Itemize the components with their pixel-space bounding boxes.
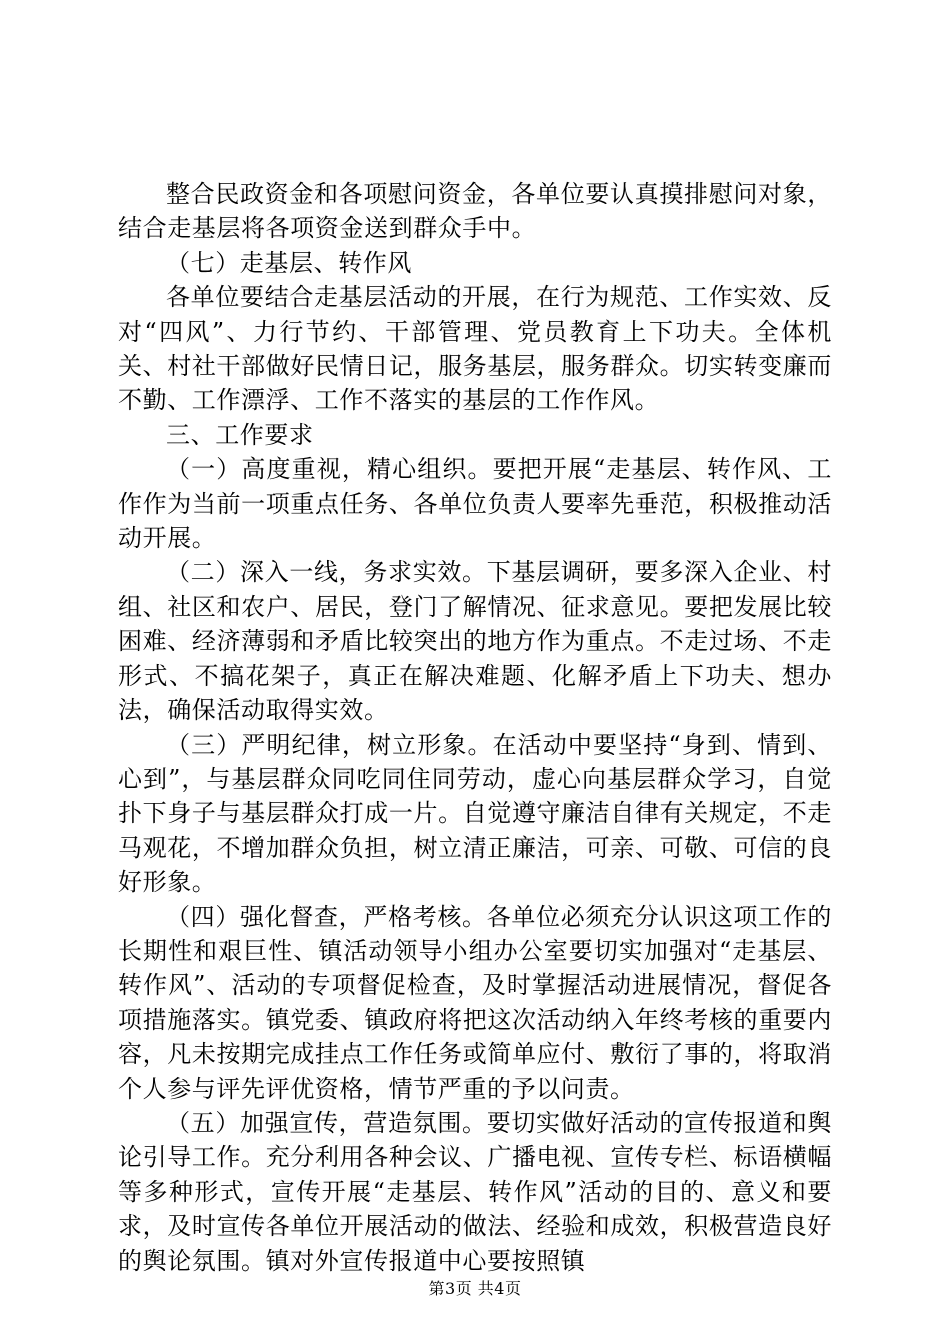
requirement-item-5: （五）加强宣传，营造氛围。要切实做好活动的宣传报道和舆论引导工作。充分利用各种会议、广播电视、宣传专栏、标语横幅等多种形式，宣传开展“走基层、转作风”活动的目的、意义和要求，及时宣传各单位开展活动的做法、经验和成效，积极营造良好的舆论氛围。镇对外宣传报道中心要按照镇 [118,1108,832,1275]
document-body [118,177,832,1278]
paragraph-funds: 整合民政资金和各项慰问资金，各单位要认真摸排慰问对象，结合走基层将各项资金送到群众手中。 [118,180,832,243]
requirement-item-3: （三）严明纪律，树立形象。在活动中要坚持“身到、情到、心到”，与基层群众同吃同住同劳动，虚心向基层群众学习，自觉扑下身子与基层群众打成一片。自觉遵守廉洁自律有关规定，不走马观花，不增加群众负担，树立清正廉洁，可亲、可敬、可信的良好形象。 [118,730,832,897]
requirement-item-4: （四）强化督查，严格考核。各单位必须充分认识这项工作的长期性和艰巨性、镇活动领导小组办公室要切实加强对“走基层、转作风”、活动的专项督促检查，及时掌握活动进展情况，督促各项措施落实。镇党委、镇政府将把这次活动纳入年终考核的重要内容，凡未按期完成挂点工作任务或简单应付、敷衍了事的，将取消个人参与评先评优资格，情节严重的予以问责。 [118,902,832,1103]
subheading-seven: （七）走基层、转作风 [166,248,412,277]
paragraph-work-style: 各单位要结合走基层活动的开展，在行为规范、工作实效、反对“四风”、力行节约、干部管理、党员教育上下功夫。全体机关、村社干部做好民情日记，服务基层，服务群众。切实转变廉而不勤、工作漂浮、工作不落实的基层的工作作风。 [118,283,832,415]
requirement-item-1: （一）高度重视，精心组织。要把开展“走基层、转作风、工作作为当前一项重点任务、各单位负责人要率先垂范，积极推动活动开展。 [118,455,832,553]
section-heading-requirements: 三、工作要求 [166,420,314,449]
requirement-item-2: （二）深入一线，务求实效。下基层调研，要多深入企业、村组、社区和农户、居民，登门了解情况、征求意见。要把发展比较困难、经济薄弱和矛盾比较突出的地方作为重点。不走过场、不走形式、不搞花架子，真正在解决难题、化解矛盾上下功夫、想办法，确保活动取得实效。 [118,558,832,725]
page-footer: 第3页 共4页 [428,1279,522,1298]
